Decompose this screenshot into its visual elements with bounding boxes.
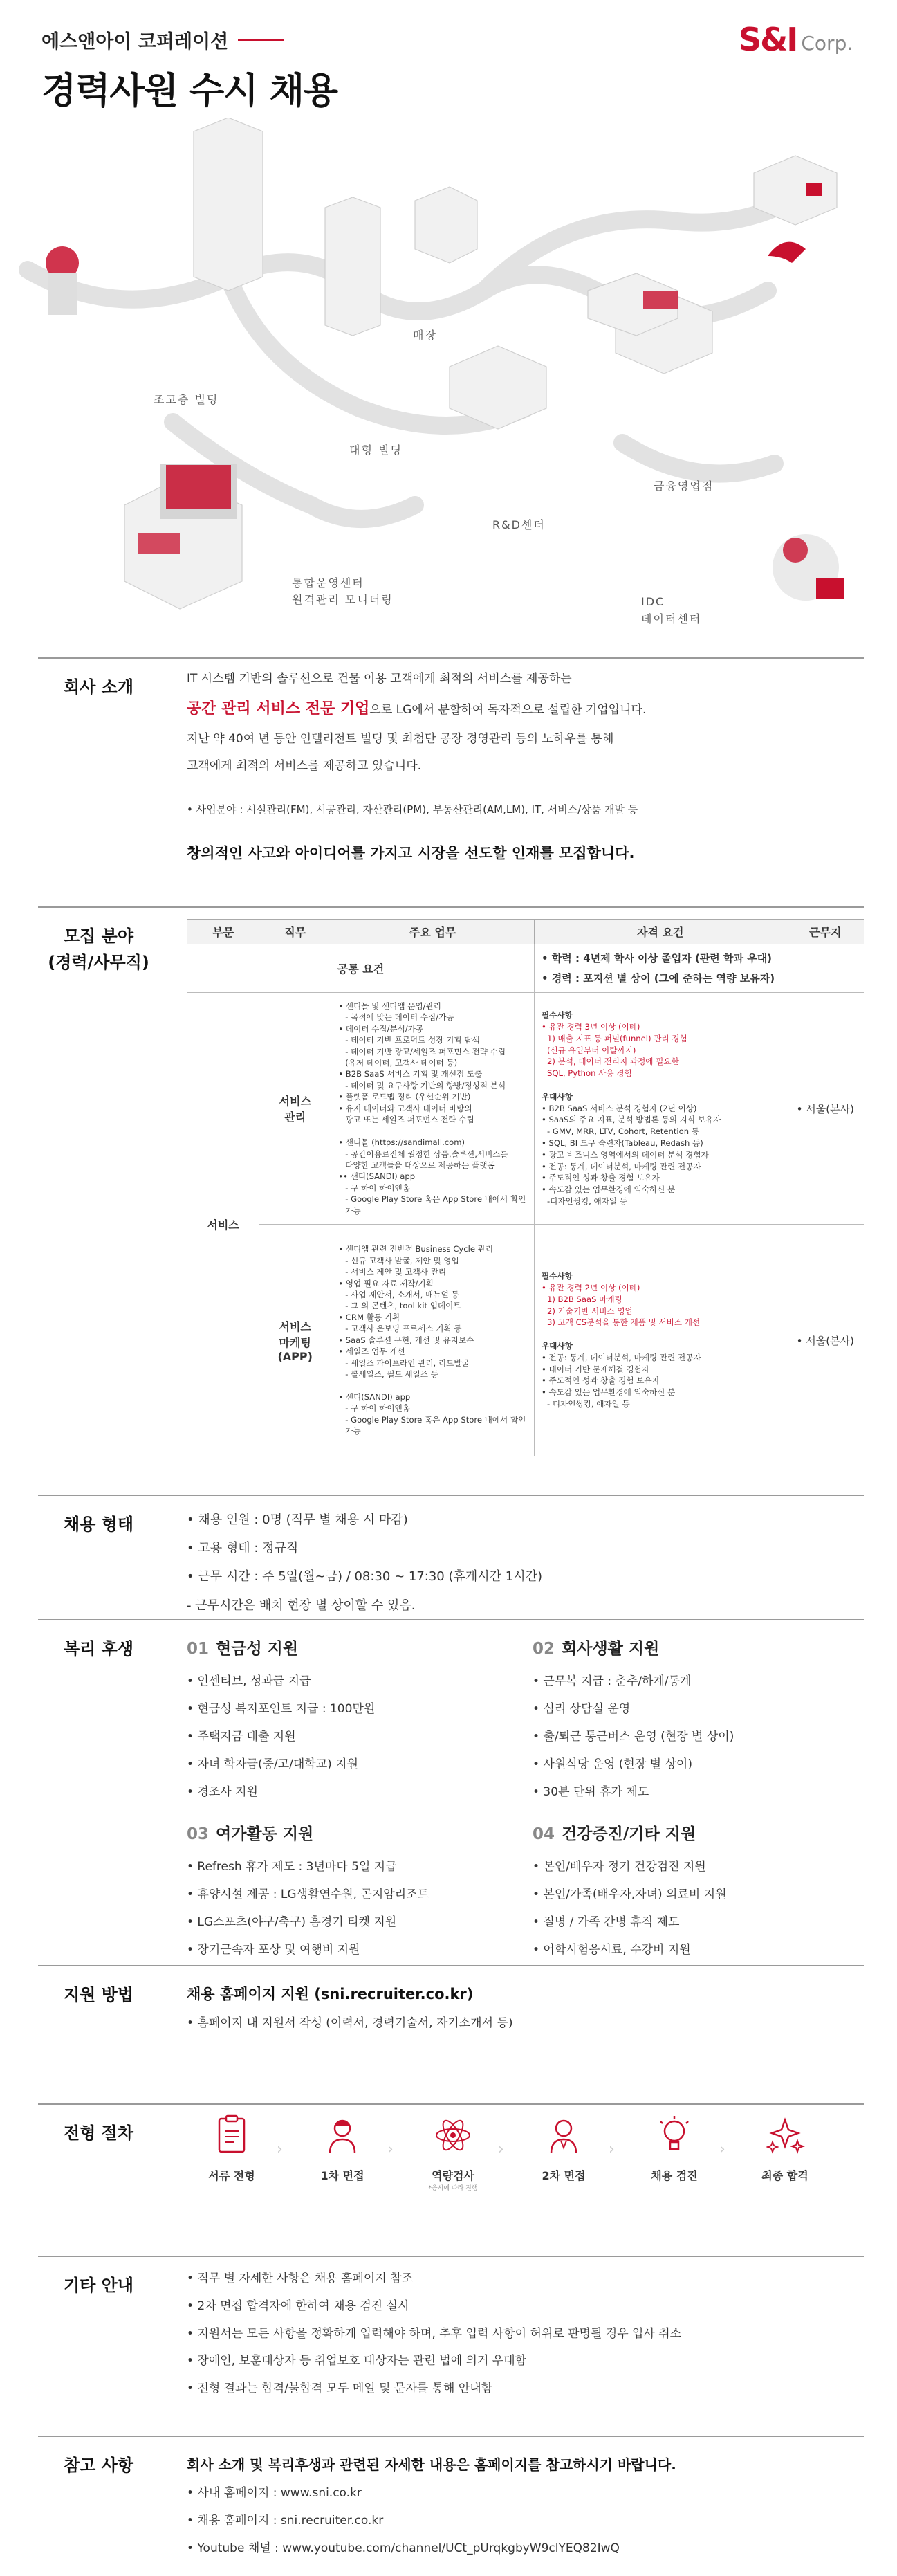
- notice-item: • 장애인, 보훈대상자 등 취업보호 대상자는 관련 법에 의거 우대함: [187, 2354, 527, 2368]
- text-line: (신규 유입부터 이탈까지): [546, 1045, 636, 1055]
- text-line: - 고객사 온보딩 프로세스 기획 등: [345, 1324, 462, 1334]
- benefit-item: • LG스포츠(야구/축구) 홈경기 티켓 지원: [187, 1915, 397, 1929]
- text-line: 2) 기술기반 서비스 영업: [546, 1306, 633, 1316]
- benefit-item: • 질병 / 가족 간병 휴직 제도: [533, 1915, 680, 1929]
- text-line: • 샌디몰 및 샌디앱 운영/관리: [338, 1001, 441, 1011]
- text-line: • 유관 경력 2년 이상 (이테): [541, 1283, 640, 1293]
- text-line: - 데이터 기반 광고/세일즈 퍼포먼스 전략 수립: [345, 1046, 506, 1057]
- text-line: • 영업 필요 자료 제작/기획: [338, 1278, 434, 1288]
- section-title: 모집 분야 (경력/사무직): [48, 926, 149, 973]
- text-line: - 그 외 콘텐츠, tool kit 업데이트: [345, 1301, 461, 1311]
- text-line: 광고 또는 세일즈 퍼포먼스 전략 수립: [345, 1115, 474, 1125]
- section-title: 참고 사항: [63, 2456, 134, 2475]
- text-line: [338, 1126, 527, 1137]
- header: [41, 26, 337, 113]
- benefit-item: • 심리 상담실 운영: [533, 1702, 631, 1716]
- text-line: 우대사항: [541, 1341, 573, 1351]
- step-checkup: 채용 검진: [629, 2113, 719, 2183]
- step-document: 서류 전형: [187, 2113, 277, 2183]
- benefit-item: • 주택지금 대출 지원: [187, 1730, 296, 1744]
- text-line: 2) 분석, 데이터 전리지 과정에 필요한: [546, 1057, 679, 1067]
- text-line: • 샌디앱 관련 전반적 Business Cycle 관리: [338, 1244, 494, 1254]
- text-line: • 주도적인 성과 창출 경험 보유자: [541, 1376, 660, 1386]
- text-line: 필수사항: [541, 1271, 573, 1281]
- benefit-item: • 30분 단위 휴가 제도: [533, 1785, 649, 1799]
- step-interview-2: 2차 면접: [519, 2113, 609, 2183]
- notice-item: • 지원서는 모든 사항을 정확하게 입력해야 하며, 추후 입력 사항이 허위로 판명될 경우 입사 취소: [187, 2326, 682, 2341]
- text-line: • 유관 경력 3년 이상 (이테): [541, 1022, 640, 1032]
- text-line: • 유저 데이터와 고객사 데이터 바탕의: [338, 1103, 472, 1113]
- text-line: 다양한 고객들을 대상으로 제공하는 플랫폼: [345, 1160, 495, 1171]
- text-line: • 속도감 있는 업무환경에 익숙하신 분: [541, 1185, 676, 1195]
- process-steps: 서류 전형 › 1차 면접 › 역량검사 *응시에 따라 진행 › 2차 면접 › 채용 검진 › 최종 합격: [187, 2113, 864, 2245]
- recruit-table: 부문 직무 주요 업무 자격 요건 근무지 공통 요건 • 학력 : 4년제 학사 이상 졸업자 (관련 학과 우대) • 경력 : 포지션 별 상이 (그에 준하는 역량 보유자) 서비스 서비스 관리 • 샌디몰 및 샌디앱 운영/관리 - 목적에 맞는 데이터 수집/가공 • 데이터 수집/분석/가공 - 데이터 기반 프로덕트 성장 기획 탐색 - 데이터 기반 광고/세일즈 퍼포먼스 전략 수립 (유저 데이터, 고객사 데이터 등) • B2B SaaS 서비스 기획 및 개선점 도출 - 데이터 및 요구사항 기반의 향방/정성적 분석 • 플랫폼 로드맵 정리 (우선순위 기반) • 유저 데이터와 고객사 데이터 바탕의 광고 또는 세일즈 퍼포먼스 전략 수립 • 샌디몰 (https://sandimall.com) - 공간이용료전체 월정한 상품,솔루션,서비스를 다양한 고객들을 대상으로 제공하는 플랫폼 •• 샌디(SANDI) app - 구 하이 하이앤홈 - Google Play Store 혹은 App Store 내에서 확인 가능 필수사항 • 유관 경력 3년 이상 (이테) 1) 매출 지표 등 퍼널(funnel) 관리 경험 (신규 유입부터 이탈까지) 2) 분석, 데이터 전리지 과정에 필요한 SQL, Python 사용 경험 우대사항 • B2B SaaS 서비스 분석 경험자 (2년 이상) • SaaS의 주요 지표, 분석 방법론 등의 지식 보유자 - GMV, MRR, LTV, Cohort, Retention 등 • SQL, BI 도구 숙련자(Tableau, Redash 등) • 광고 비즈니스 영역에서의 데이터 분석 경험자 • 전공: 통계, 데이터분석, 마케팅 관련 전공자 • 주도적인 성과 창출 경험 보유자 • 속도감 있는 업무환경에 익숙하신 분 -디자인씽킹, 애자일 등 • 서울(본사) 서비스 마케팅 (APP) • 샌디앱 관련 전반적 Business Cycle 관리 - 신규 고객사 발굴, 제안 및 영업 - 서비스 제안 및 고객사 관리 • 영업 필요 자료 제작/기획 - 사업 제안서, 소개서, 매뉴얼 등 - 그 외 콘텐츠, tool kit 업데이트 • CRM 활동 기획 - 고객사 온보딩 프로세스 기획 등 • SaaS 솔루션 구현, 개선 및 유지보수 • 세일즈 업무 개선 - 세일즈 파이프라인 관리, 리드발굴 - 콜세일즈, 필드 세일즈 등 • 샌디(SANDI) app - 구 하이 하이앤홈 - Google Play Store 혹은 App Store 내에서 확인 가능 필수사항 • 유관 경력 2년 이상 (이테) 1) B2B SaaS 마케팅 2) 기술기반 서비스 영업 3) 고객 CS분석을 통한 제품 및 서비스 개선 우대사항 • 전공: 통계, 데이터분석, 마케팅 관련 전공자 • 데이터 기반 문제해결 경험자 • 주도적인 성과 창출 경험 보유자 • 속도감 있는 업무환경에 익숙하신 분 - 디자인씽킹, 애자일 등 • 서울(본사): [187, 919, 864, 1456]
- text-line: 1) 매출 지표 등 퍼널(funnel) 관리 경험: [546, 1033, 687, 1043]
- text-line: - 구 하이 하이앤홈: [345, 1403, 410, 1414]
- benefit-item: • 본인/가족(배우자,자녀) 의료비 지원: [533, 1888, 727, 1901]
- text-line: - 목적에 맞는 데이터 수집/가공: [345, 1012, 454, 1023]
- text-line: - 디자인씽킹, 애자일 등: [546, 1398, 630, 1409]
- recruit-section: [38, 906, 864, 1481]
- step-interview-1: 1차 면접: [297, 2113, 387, 2183]
- benefit-item: • 휴양시설 제공 : LG생활연수원, 곤지암리조트: [187, 1888, 429, 1901]
- text-line: - 공간이용료전체 월정한 상품,솔루션,서비스를: [345, 1149, 508, 1159]
- text-line: 1) B2B SaaS 마케팅: [546, 1294, 622, 1304]
- text-line: • 샌디몰 (https://sandimall.com): [338, 1138, 465, 1148]
- text-line: -디자인씽킹, 애자일 등: [546, 1196, 628, 1206]
- employ-section: 채용 형태 • 채용 인원 : 0명 (직무 별 채용 시 마감) • 고용 형태 : 정규직 • 근무 시간 : 주 5일(월~금) / 08:30 ~ 17:30 (휴게시간 1시간) - 근무시간은 배치 현장 별 상이할 수 있음.: [38, 1495, 864, 1605]
- step-final: 최종 합격: [740, 2113, 830, 2183]
- company-name: 에스앤아이 코퍼레이션: [41, 26, 337, 53]
- ref-section: 참고 사항 회사 소개 및 복리후생과 관련된 자세한 내용은 홈페이지를 참고하시기 바랍니다. • 사내 홈페이지 : www.sni.co.kr • 채용 홈페이지 : sni.recruiter.co.kr • Youtube 채널 : www.youtube.com/channel/UCt_pUrqkgbyW9clYEQ82IwQ: [38, 2436, 864, 2574]
- text-line: - 신규 고객사 발굴, 제안 및 영업: [345, 1255, 459, 1266]
- text-line: • CRM 활동 기획: [338, 1312, 400, 1322]
- text-line: SQL, Python 사용 경험: [546, 1068, 632, 1079]
- text-line: - 세일즈 파이프라인 관리, 리드발굴: [345, 1358, 470, 1368]
- benefit-item: • 사원식당 운영 (현장 별 상이): [533, 1757, 692, 1771]
- text-line: • SaaS의 주요 지표, 분석 방법론 등의 지식 보유자: [541, 1115, 721, 1125]
- section-title: 지원 방법: [63, 1985, 134, 2004]
- benefit-item: • 본인/배우자 정기 건강검진 지원: [533, 1860, 706, 1874]
- text-line: (유저 데이터, 고객사 데이터 등): [345, 1057, 458, 1068]
- welfare-section: 복리 후생 01 현금성 지원 • 인센티브, 성과급 지급 • 현금성 복지포인트 지급 : 100만원 • 주택지금 대출 지원 • 자녀 학자금(중/고/대학교) 지원 • 경조사 지원 02 회사생활 지원 • 근무복 지급 : 춘추/하계/동계 • 심리 상담실 운영 • 출/퇴근 통근버스 운영 (현장 별 상이) • 사원식당 운영 (현장 별 상이) • 30분 단위 휴가 제도 03 여가활동 지원 • Refresh 휴가 제도 : 3년마다 5일 지급 • 휴양시설 제공 : LG생활연수원, 곤지암리조트 • LG스포츠(야구/축구) 홈경기 티켓 지원 • 장기근속자 포상 및 여행비 지원 04 건강증진/기타 지원 • 본인/배우자 정기 건강검진 지원 • 본인/가족(배우자,자녀) 의료비 지원 • 질병 / 가족 간병 휴직 제도 • 어학시험응시료, 수강비 지원: [38, 1619, 864, 1951]
- benefit-item: • 출/퇴근 통근버스 운영 (현장 별 상이): [533, 1730, 734, 1744]
- text-line: • 속도감 있는 업무환경에 익숙하신 분: [541, 1387, 676, 1398]
- notice-item: • 전형 결과는 합격/불합격 모두 메일 및 문자를 통해 안내함: [187, 2382, 493, 2396]
- text-line: - GMV, MRR, LTV, Cohort, Retention 등: [546, 1126, 699, 1137]
- text-line: • 샌디(SANDI) app: [338, 1392, 411, 1403]
- apply-section: 지원 방법 채용 홈페이지 지원 (sni.recruiter.co.kr) • 홈페이지 내 지원서 작성 (이력서, 경력기술서, 자기소개서 등): [38, 1965, 864, 2090]
- step-aptitude: 역량검사 *응시에 따라 진행: [408, 2113, 498, 2192]
- text-line: • 광고 비즈니스 영역에서의 데이터 분석 경험자: [541, 1149, 709, 1160]
- benefit-item: • 어학시험응시료, 수강비 지원: [533, 1943, 691, 1957]
- benefit-item: • 장기근속자 포상 및 여행비 지원: [187, 1943, 360, 1957]
- benefit-item: • Refresh 휴가 제도 : 3년마다 5일 지급: [187, 1860, 397, 1874]
- text-line: - 데이터 및 요구사항 기반의 향방/정성적 분석: [345, 1080, 506, 1090]
- text-line: [338, 1380, 527, 1391]
- section-title: 채용 형태: [63, 1515, 134, 1534]
- benefit-item: • 현금성 복지포인트 지급 : 100만원: [187, 1702, 376, 1716]
- text-line: - Google Play Store 혹은 App Store 내에서 확인 가능: [345, 1194, 526, 1216]
- benefit-item: • 근무복 지급 : 춘추/하계/동계: [533, 1674, 692, 1688]
- text-line: 우대사항: [541, 1091, 573, 1102]
- text-line: - 콜세일즈, 필드 세일즈 등: [345, 1369, 438, 1380]
- process-section: [38, 2103, 864, 2242]
- text-line: • B2B SaaS 서비스 분석 경험자 (2년 이상): [541, 1103, 697, 1113]
- etc-section: [38, 2256, 864, 2422]
- hero-illustration: 조고층 빌딩 대형 빌딩 매장 금융영업점 R&D센터 통합운영센터 원격관리 모니터링 IDC 데이터센터: [0, 118, 897, 630]
- text-line: • SQL, BI 도구 숙련자(Tableau, Redash 등): [541, 1138, 703, 1148]
- text-line: • 플랫폼 로드맵 정리 (우선순위 기반): [338, 1092, 471, 1102]
- text-line: • 데이터 수집/분석/가공: [338, 1023, 424, 1034]
- text-line: - 데이터 기반 프로덕트 성장 기획 탐색: [345, 1035, 480, 1045]
- text-line: • 전공: 통계, 데이터분석, 마케팅 관련 전공자: [541, 1352, 701, 1362]
- text-line: •• 샌디(SANDI) app: [338, 1171, 416, 1182]
- about-section: 회사 소개 IT 시스템 기반의 솔루션으로 건물 이용 고객에게 최적의 서비스를 제공하는 공간 관리 서비스 전문 기업으로 LG에서 분할하여 독자적으로 설립한 기업입니다. 지난 약 40여 년 동안 인텔리전트 빌딩 및 최첨단 공장 경영관리 등의 노하우를 통해 고객에게 최적의 서비스를 제공하고 있습니다. • 사업분야 : 시설관리(FM), 시공관리, 자산관리(PM), 부동산관리(AM,LM), IT, 서비스/상품 개발 등 창의적인 사고와 아이디어를 가지고 시장을 선도할 인재를 모집합니다.: [38, 657, 864, 893]
- benefit-item: • 인센티브, 성과급 지급: [187, 1674, 311, 1688]
- notice-item: • 직무 별 자세한 사항은 채용 홈페이지 참조: [187, 2272, 414, 2285]
- logo: S&I Corp.: [739, 21, 853, 58]
- benefit-item: • 경조사 지원: [187, 1785, 258, 1799]
- text-line: • 세일즈 업무 개선: [338, 1346, 405, 1357]
- text-line: - 사업 제안서, 소개서, 매뉴얼 등: [345, 1289, 459, 1299]
- text-line: - 구 하이 하이앤홈: [345, 1182, 410, 1193]
- section-title: 기타 안내: [63, 2276, 134, 2295]
- text-line: • 데이터 기반 문제해결 경험자: [541, 1364, 649, 1374]
- text-line: - Google Play Store 혹은 App Store 내에서 확인 가능: [345, 1414, 526, 1436]
- text-line: • 전공: 통계, 데이터분석, 마케팅 관련 전공자: [541, 1161, 701, 1171]
- notice-item: • 2차 면접 합격자에 한하여 채용 검진 실시: [187, 2299, 409, 2313]
- section-title: 전형 절차: [63, 2123, 134, 2143]
- section-title: 복리 후생: [63, 1639, 134, 1659]
- benefit-item: • 자녀 학자금(중/고/대학교) 지원: [187, 1757, 359, 1771]
- text-line: 필수사항: [541, 1010, 573, 1021]
- text-line: - 서비스 제안 및 고객사 관리: [345, 1267, 447, 1277]
- text-line: • 주도적인 성과 창출 경험 보유자: [541, 1173, 660, 1183]
- page-title: 경력사원 수시 채용: [41, 71, 338, 112]
- text-line: • SaaS 솔루션 구현, 개선 및 유지보수: [338, 1335, 474, 1345]
- section-title: 회사 소개: [63, 677, 134, 697]
- text-line: • B2B SaaS 서비스 기획 및 개선점 도출: [338, 1069, 483, 1079]
- text-line: 3) 고객 CS분석을 통한 제품 및 서비스 개선: [546, 1317, 701, 1328]
